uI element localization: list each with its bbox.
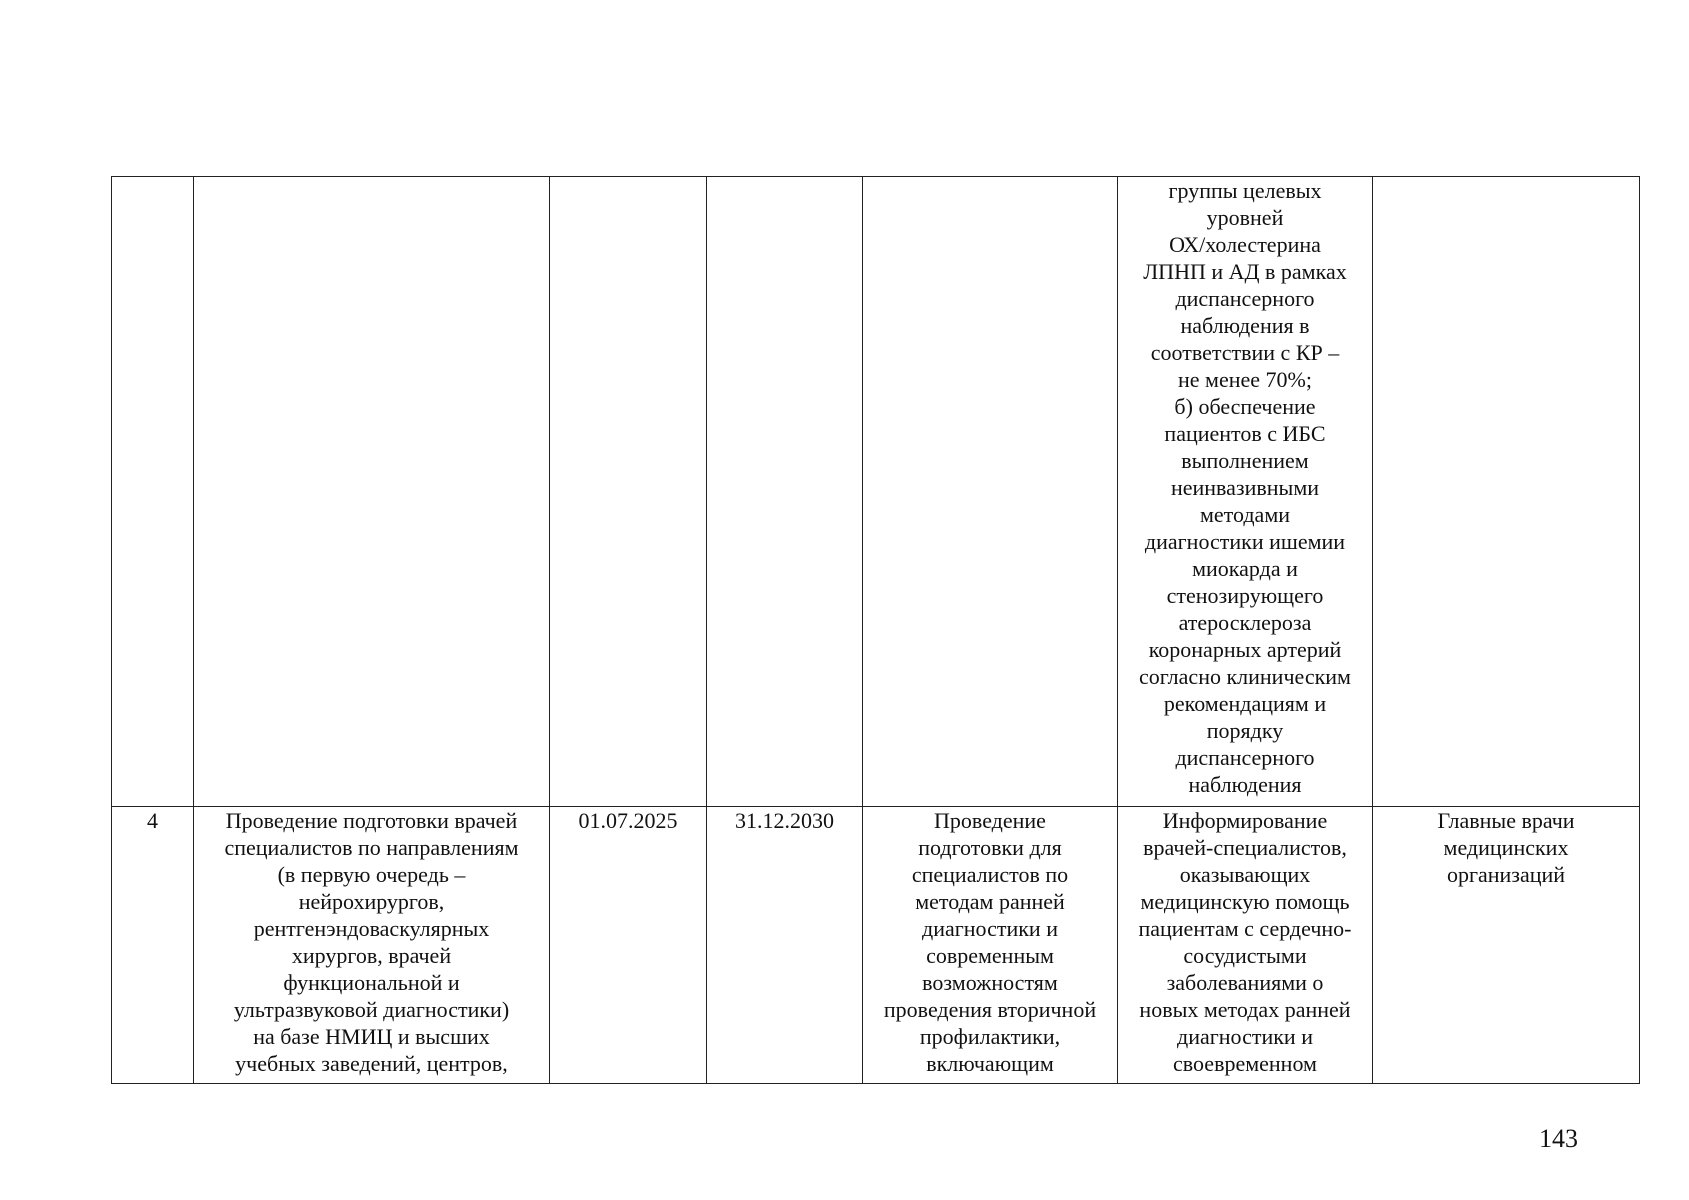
text-line: диагностики и <box>1177 1024 1313 1049</box>
text-line: Главные врачи <box>1437 808 1575 833</box>
text-line: учебных заведений, центров, <box>235 1051 508 1076</box>
cell-indicator <box>1118 807 1373 1084</box>
text-line: уровней <box>1206 205 1284 230</box>
cell-result <box>863 807 1118 1084</box>
cell-event <box>194 177 550 807</box>
table-row-4 <box>112 807 1640 1084</box>
text-line: врачей-специалистов, <box>1143 835 1347 860</box>
text-line: организаций <box>1446 862 1566 887</box>
cell-start-date <box>550 177 707 807</box>
text-line: ультразвуковой диагностики) <box>233 997 510 1022</box>
text-line: диагностики ишемии <box>1144 529 1346 554</box>
text-line: новых методах ранней <box>1139 997 1351 1022</box>
text-line: своевременном <box>1173 1051 1317 1076</box>
text-line: современным <box>926 943 1054 968</box>
text-line: Информирование <box>1162 808 1328 833</box>
text-line: выполнением <box>1181 448 1309 473</box>
measures-table <box>111 176 1640 1084</box>
page-number: 143 <box>1539 1124 1578 1153</box>
text-line: диспансерного <box>1175 286 1315 311</box>
text-line: специалистов по <box>911 862 1069 887</box>
text-line: б) обеспечение <box>1174 394 1316 419</box>
text-line: наблюдения в <box>1180 313 1310 338</box>
text-line: рентгенэндоваскулярных <box>253 916 490 941</box>
text-line: порядку <box>1206 718 1284 743</box>
text-line: возможностям <box>922 970 1058 995</box>
text-line: соответствии с КР – <box>1150 340 1340 365</box>
cell-responsible <box>1373 177 1640 807</box>
cell-responsible <box>1373 807 1640 1084</box>
text-line: наблюдения <box>1188 772 1302 797</box>
text-line: согласно клиническим <box>1139 664 1351 689</box>
text-line: включающим <box>926 1051 1054 1076</box>
text-line: коронарных артерий <box>1148 637 1342 662</box>
cell-number <box>112 177 194 807</box>
text-line: оказывающих <box>1179 862 1311 887</box>
text-line: диспансерного <box>1175 745 1315 770</box>
text-line: стенозирующего <box>1166 583 1324 608</box>
text-line: проведения вторичной <box>883 997 1097 1022</box>
text-line: подготовки для <box>918 835 1062 860</box>
text-line: пациентам с сердечно- <box>1138 916 1352 941</box>
text-line: рекомендациям и <box>1163 691 1327 716</box>
text-line: медицинскую помощь <box>1140 889 1350 914</box>
text-line: Проведение <box>934 808 1046 833</box>
text-line: заболеваниями о <box>1166 970 1324 995</box>
text-line: пациентов с ИБС <box>1164 421 1326 446</box>
text-line: функциональной и <box>283 970 460 995</box>
text-line: методам ранней <box>915 889 1065 914</box>
text-line: профилактики, <box>919 1024 1061 1049</box>
cell-result <box>863 177 1118 807</box>
text-line: не менее 70%; <box>1178 367 1312 392</box>
cell-number: 4 <box>112 807 194 1084</box>
text-line: нейрохирургов, <box>298 889 445 914</box>
text-line: атеросклероза <box>1178 610 1312 635</box>
text-line: миокарда и <box>1192 556 1298 581</box>
cell-start-date: 01.07.2025 <box>550 807 707 1084</box>
text-line: сосудистыми <box>1183 943 1307 968</box>
cell-end-date: 31.12.2030 <box>707 807 863 1084</box>
text-line: ЛПНП и АД в рамках <box>1143 259 1347 284</box>
cell-end-date <box>707 177 863 807</box>
text-line: группы целевых <box>1168 178 1322 203</box>
text-line: (в первую очередь – <box>277 862 466 887</box>
table-row-continued <box>112 177 1640 807</box>
text-line: медицинских <box>1443 835 1569 860</box>
text-line: хирургов, врачей <box>291 943 452 968</box>
cell-event <box>194 807 550 1084</box>
text-line: диагностики и <box>922 916 1058 941</box>
text-line: на базе НМИЦ и высших <box>253 1024 490 1049</box>
text-line: ОХ/холестерина <box>1169 232 1321 257</box>
cell-indicator <box>1118 177 1373 807</box>
text-line: Проведение подготовки врачей <box>225 808 518 833</box>
text-line: специалистов по направлениям <box>224 835 519 860</box>
text-line: методами <box>1199 502 1291 527</box>
text-line: неинвазивными <box>1170 475 1320 500</box>
